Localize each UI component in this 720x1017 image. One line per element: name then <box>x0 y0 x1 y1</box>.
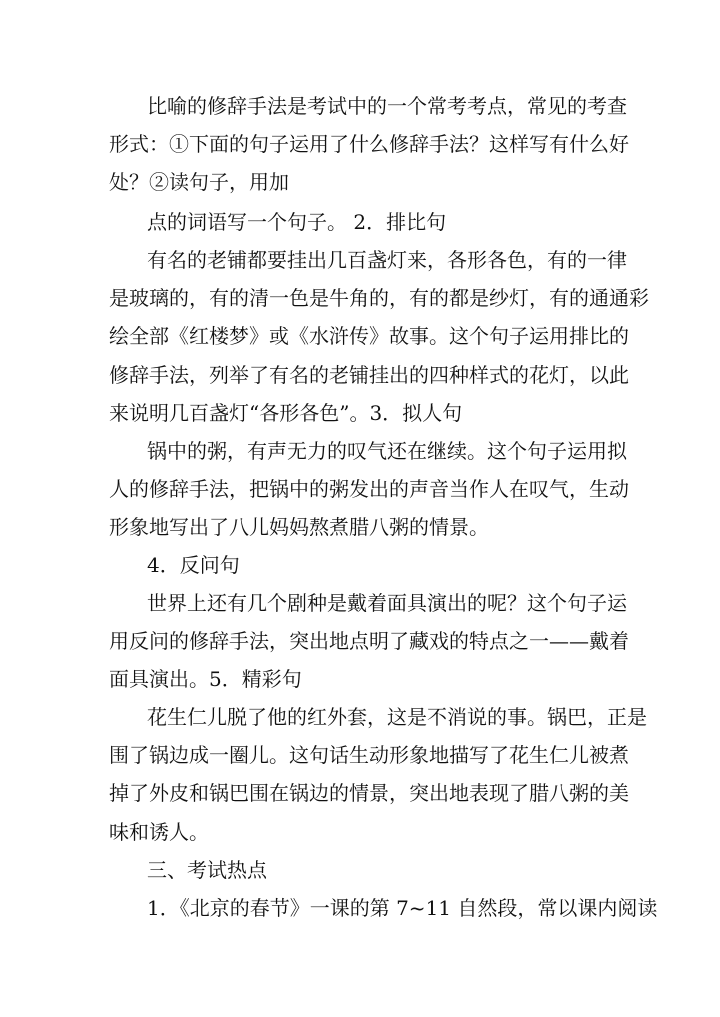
text-line: 花生仁儿脱了他的红外套，这是不消说的事。锅巴，正是 <box>147 705 647 729</box>
text-line: 锅中的粥，有声无力的叹气还在继续。这个句子运用拟 <box>147 439 627 463</box>
text-line: 味和诱人。 <box>109 820 209 844</box>
text-line: 是玻璃的，有的清一色是牛角的，有的都是纱灯，有的通通彩 <box>109 286 649 310</box>
text-line: 面具演出。5．精彩句 <box>109 667 302 691</box>
text-line: 用反问的修辞手法，突出地点明了藏戏的特点之一——戴着 <box>109 629 629 653</box>
text-line: 掉了外皮和锅巴围在锅边的情景，突出地表现了腊八粥的美 <box>109 781 629 805</box>
text-line: 点的词语写一个句子。 2．排比句 <box>147 210 447 234</box>
text-line: 人的修辞手法，把锅中的粥发出的声音当作人在叹气，生动 <box>109 477 629 501</box>
section-heading: 4．反问句 <box>147 553 240 577</box>
text-line: 修辞手法，列举了有名的老铺挂出的四种样式的花灯，以此 <box>109 363 629 387</box>
text-line: 形象地写出了八儿妈妈熬煮腊八粥的情景。 <box>109 515 489 539</box>
text-line: 1．《北京的春节》一课的第 7~11 自然段，常以课内阅读 <box>147 896 658 920</box>
section-heading: 三、考试热点 <box>147 858 267 882</box>
text-line: 形式：①下面的句子运用了什么修辞手法？这样写有什么好 <box>109 132 629 156</box>
text-line: 处？②读句子，用加 <box>109 170 289 194</box>
text-line: 围了锅边成一圈儿。这句话生动形象地描写了花生仁儿被煮 <box>109 743 629 767</box>
text-line: 来说明几百盏灯“各形各色”。3．拟人句 <box>109 401 463 425</box>
text-line: 绘全部《红楼梦》或《水浒传》故事。这个句子运用排比的 <box>109 324 629 348</box>
text-line: 世界上还有几个剧种是戴着面具演出的呢？这个句子运 <box>147 591 627 615</box>
text-line: 有名的老铺都要挂出几百盏灯来，各形各色，有的一律 <box>147 248 627 272</box>
text-line: 比喻的修辞手法是考试中的一个常考考点，常见的考查 <box>147 94 627 118</box>
